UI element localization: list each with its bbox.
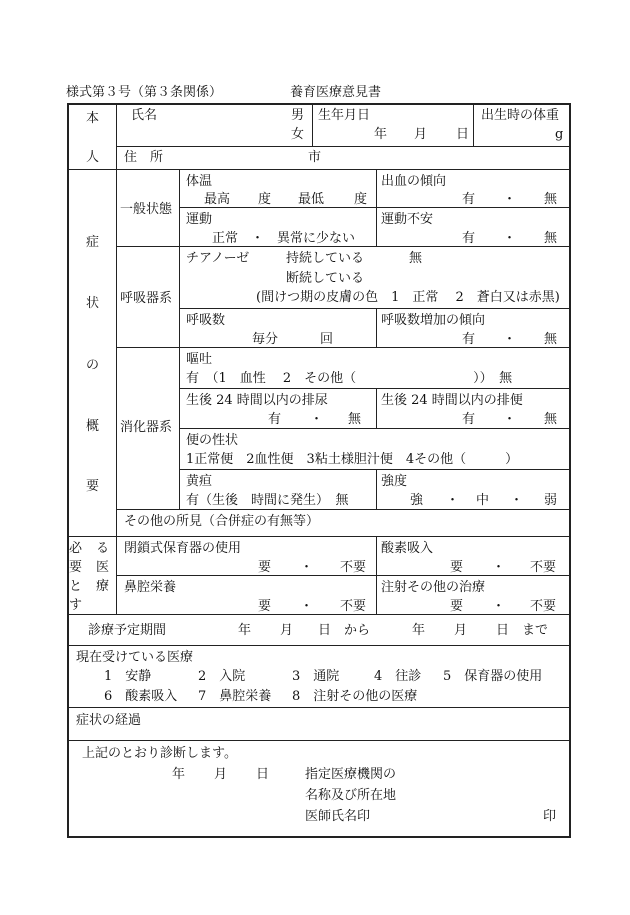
address-label: 住 所 (124, 150, 164, 165)
separator-dot: ・ (503, 332, 517, 347)
vomit-options[interactable]: 有 （1 血性 2 その他（ ）） 無 (186, 371, 513, 386)
birth-weight-unit: g (555, 127, 564, 142)
symptoms-side-label: の (86, 358, 100, 373)
urine-yes[interactable]: 有 (268, 412, 282, 427)
stool-type-label: 便の性状 (186, 433, 239, 448)
form-title: 養育医療意見書 (290, 85, 382, 100)
bleeding-no[interactable]: 無 (544, 192, 558, 207)
sign-day: 日 (256, 767, 270, 782)
oxygen-not-need[interactable]: 不要 (530, 560, 557, 575)
cyanosis-continuous[interactable]: 持続している (286, 251, 365, 266)
respiratory-rate-label: 呼吸数 (186, 313, 226, 328)
sign-month: 月 (214, 767, 228, 782)
temperature-min: 最低 (298, 192, 325, 207)
birth-month: 月 (414, 127, 428, 142)
separator-dot: ・ (503, 412, 517, 427)
care-option[interactable]: 4 往診 (374, 669, 422, 684)
period-end-year: 年 (412, 623, 426, 638)
separator-dot: ・ (446, 493, 460, 508)
rate-increase-label: 呼吸数増加の傾向 (381, 313, 486, 328)
separator-dot: ・ (510, 493, 524, 508)
rate-increase-no[interactable]: 無 (544, 332, 558, 347)
times-unit: 回 (320, 332, 334, 347)
address-city: 市 (308, 150, 322, 165)
movement-label: 運動 (186, 212, 213, 227)
doctor-name-label: 医師氏名印 (305, 809, 371, 824)
care-option[interactable]: 8 注射その他の医療 (292, 689, 418, 704)
period-start-year: 年 (238, 623, 252, 638)
person-side-label: 人 (86, 150, 100, 165)
injection-label: 注射その他の治療 (381, 580, 486, 595)
intensity-weak[interactable]: 弱 (544, 493, 558, 508)
oxygen-need[interactable]: 要 (450, 560, 464, 575)
period-start-month: 月 (280, 623, 294, 638)
nasal-need[interactable]: 要 (258, 599, 272, 614)
jaundice-options[interactable]: 有（生後 時間に発生） 無 (186, 493, 349, 508)
form-number: 様式第３号（第３条関係） (66, 85, 223, 100)
intensity-medium[interactable]: 中 (476, 493, 490, 508)
urine-no[interactable]: 無 (348, 412, 362, 427)
stool-no[interactable]: 無 (544, 412, 558, 427)
treatment-side-label: 要 (69, 560, 83, 575)
sign-year: 年 (172, 767, 186, 782)
institution-label: 指定医療機関の (305, 767, 397, 782)
nasal-not-need[interactable]: 不要 (340, 599, 367, 614)
stool-label: 生後 24 時間以内の排便 (381, 393, 523, 408)
incubator-label: 閉鎖式保育器の使用 (124, 541, 242, 556)
rate-increase-yes[interactable]: 有 (462, 332, 476, 347)
nasal-feeding-label: 鼻腔栄養 (124, 580, 177, 595)
digestive-label: 消化器系 (120, 420, 173, 435)
treatment-side-label: 療 (96, 579, 110, 594)
treatment-side-label: と (69, 579, 83, 594)
restless-no[interactable]: 無 (544, 231, 558, 246)
bleeding-yes[interactable]: 有 (462, 192, 476, 207)
restless-label: 運動不安 (381, 212, 434, 227)
separator-dot: ・ (310, 412, 324, 427)
stool-type-options[interactable]: 1正常便 2血性便 3粘土様胆汁便 4その他（ ） (186, 452, 519, 467)
seal-mark: 印 (543, 809, 557, 824)
birth-year: 年 (374, 127, 388, 142)
cyanosis-intermittent[interactable]: 断続している (286, 271, 365, 286)
injection-need[interactable]: 要 (450, 599, 464, 614)
movement-options[interactable]: 正常 ・ 異常に少ない (212, 231, 356, 246)
separator-dot: ・ (492, 599, 506, 614)
temperature-max: 最高 (204, 192, 231, 207)
treatment-period-label: 診療予定期間 (88, 623, 167, 638)
care-option[interactable]: 7 鼻腔栄養 (198, 689, 272, 704)
current-care-label: 現在受けている医療 (76, 650, 194, 665)
temperature-degree: 度 (258, 192, 272, 207)
sex-female[interactable]: 女 (291, 127, 305, 142)
separator-dot: ・ (503, 231, 517, 246)
bleeding-label: 出血の傾向 (381, 174, 447, 189)
care-option[interactable]: 2 入院 (198, 669, 246, 684)
birth-day: 日 (456, 127, 470, 142)
symptoms-side-label: 症 (86, 235, 100, 250)
vomit-label: 嘔吐 (186, 352, 213, 367)
cyanosis-label: チアノーゼ (186, 251, 250, 266)
period-from: から (344, 623, 371, 638)
period-start-day: 日 (318, 623, 332, 638)
person-side-label: 本 (86, 111, 100, 126)
injection-not-need[interactable]: 不要 (530, 599, 557, 614)
skin-color-options[interactable]: (間けつ期の皮膚の色 1 正常 2 蒼白又は赤黒) (256, 290, 560, 305)
institution-address-label: 名称及び所在地 (305, 788, 397, 803)
separator-dot: ・ (492, 560, 506, 575)
diagnosis-statement: 上記のとおり診断します。 (82, 746, 237, 761)
incubator-need[interactable]: 要 (258, 560, 272, 575)
separator-dot: ・ (300, 560, 314, 575)
symptoms-side-label: 状 (86, 296, 100, 311)
treatment-side-label: 医 (96, 560, 110, 575)
progress-label: 症状の経過 (76, 713, 142, 728)
period-end-month: 月 (454, 623, 468, 638)
care-option[interactable]: 5 保育器の使用 (443, 669, 543, 684)
symptoms-side-label: 概 (86, 419, 100, 434)
treatment-side-label: る (96, 541, 110, 556)
period-until: まで (522, 623, 549, 638)
treatment-side-label: す (69, 598, 83, 613)
urine-label: 生後 24 時間以内の排尿 (186, 393, 328, 408)
jaundice-label: 黄疸 (186, 474, 213, 489)
respiratory-label: 呼吸器系 (120, 291, 173, 306)
temperature-degree: 度 (354, 192, 368, 207)
sex-male[interactable]: 男 (291, 108, 305, 123)
treatment-side-label: 必 (69, 541, 83, 556)
oxygen-label: 酸素吸入 (381, 541, 434, 556)
per-minute: 毎分 (252, 332, 279, 347)
general-state-label: 一般状態 (120, 202, 173, 217)
care-option[interactable]: 1 安静 (104, 669, 152, 684)
birth-weight-label: 出生時の体重 (481, 108, 560, 123)
intensity-strong[interactable]: 強 (410, 493, 424, 508)
stool-yes[interactable]: 有 (462, 412, 476, 427)
intensity-label: 強度 (381, 474, 408, 489)
birthdate-label: 生年月日 (318, 108, 371, 123)
name-label: 氏名 (131, 108, 158, 123)
period-end-day: 日 (496, 623, 510, 638)
cyanosis-none[interactable]: 無 (409, 251, 423, 266)
care-option[interactable]: 3 通院 (292, 669, 340, 684)
separator-dot: ・ (503, 192, 517, 207)
separator-dot: ・ (300, 599, 314, 614)
care-option[interactable]: 6 酸素吸入 (104, 689, 178, 704)
symptoms-side-label: 要 (86, 479, 100, 494)
temperature-label: 体温 (186, 174, 213, 189)
incubator-not-need[interactable]: 不要 (340, 560, 367, 575)
restless-yes[interactable]: 有 (462, 231, 476, 246)
other-findings-label: その他の所見（合併症の有無等） (124, 514, 320, 529)
